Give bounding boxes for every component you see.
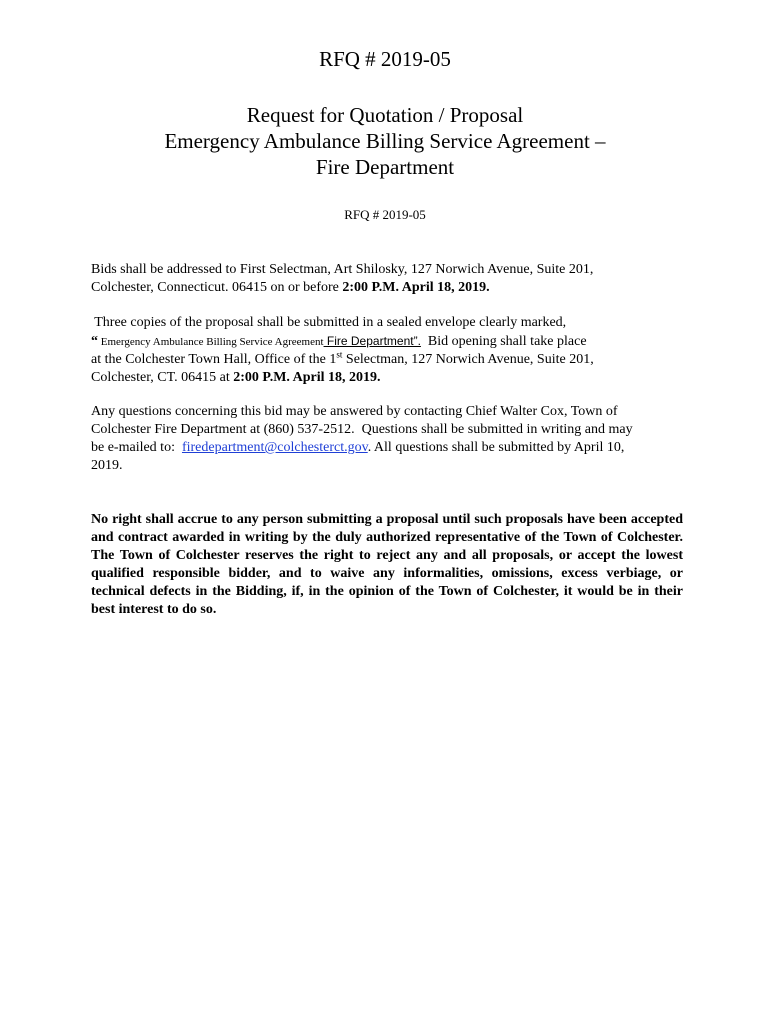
para2-line2 xyxy=(91,332,683,351)
envelope-marking: Emergency Ambulance Billing Service Agreement xyxy=(98,336,324,348)
bid-opening-time: 2:00 P.M. April 18, 2019. xyxy=(233,370,381,385)
para2-line1: Three copies of the proposal shall be submitted in a sealed envelope clearly marked, xyxy=(91,315,567,330)
para2-line4 xyxy=(91,369,683,387)
para1-line1: Bids shall be addressed to First Selectman, Art Shilosky, 127 Norwich Avenue, Suite 201, xyxy=(91,262,594,277)
para3-line3 xyxy=(91,439,683,457)
para2-line3-text-a: at the Colchester Town Hall, Office of the 1 xyxy=(91,352,337,367)
para2-line2-rest: Bid opening shall take place xyxy=(420,334,587,349)
para3-line3-text-b: . All questions shall be submitted by April 10, xyxy=(367,440,625,455)
ordinal-superscript: st xyxy=(336,349,343,360)
email-link[interactable]: firedepartment@colchesterct.gov xyxy=(181,440,368,455)
para3-line3-text-a: be e-mailed to: xyxy=(91,440,182,455)
rfq-heading: RFQ # 2019-05 xyxy=(319,47,451,71)
questions-paragraph xyxy=(91,403,683,475)
title-line-3: Fire Department xyxy=(315,155,455,179)
para1-line2 xyxy=(91,279,683,297)
bid-deadline: 2:00 P.M. April 18, 2019. xyxy=(342,280,490,295)
document-title xyxy=(0,102,770,180)
para3-line2: Colchester Fire Department at (860) 537-2512. Questions shall be submitted in writing and may xyxy=(91,422,633,437)
para1-line2-text: Colchester, Connecticut. 06415 on or before xyxy=(91,280,343,295)
disclaimer-paragraph: No right shall accrue to any person submitting a proposal until such proposals have been accepted and contract awarded in writing by the duly authorized representative of the Town of Colchester. The Town of Colchester reserves the right to reject any and all proposals, or accept the lowest qualified responsible bidder, and to waive any informalities, omissions, excess verbiage, or technical defects in the Bidding, if, in the opinion of the Town of Colchester, it would be in their best interest to do so. xyxy=(91,512,683,617)
bids-address-paragraph xyxy=(91,261,683,297)
para3-line1: Any questions concerning this bid may be answered by contacting Chief Walter Cox, Town of xyxy=(91,404,618,419)
para2-line4-text: Colchester, CT. 06415 at xyxy=(91,370,234,385)
title-line-2: Emergency Ambulance Billing Service Agreement – xyxy=(164,129,606,153)
para3-line4: 2019. xyxy=(91,458,123,473)
para2-line3-text-b: Selectman, 127 Norwich Avenue, Suite 201, xyxy=(342,352,594,367)
open-quote: “ xyxy=(91,334,98,349)
rfq-subheading: RFQ # 2019-05 xyxy=(344,207,426,222)
para2-line3 xyxy=(91,351,683,369)
envelope-marking-underlined: Fire Department”. xyxy=(323,334,421,348)
submission-paragraph xyxy=(91,314,683,387)
title-line-1: Request for Quotation / Proposal xyxy=(246,103,524,127)
